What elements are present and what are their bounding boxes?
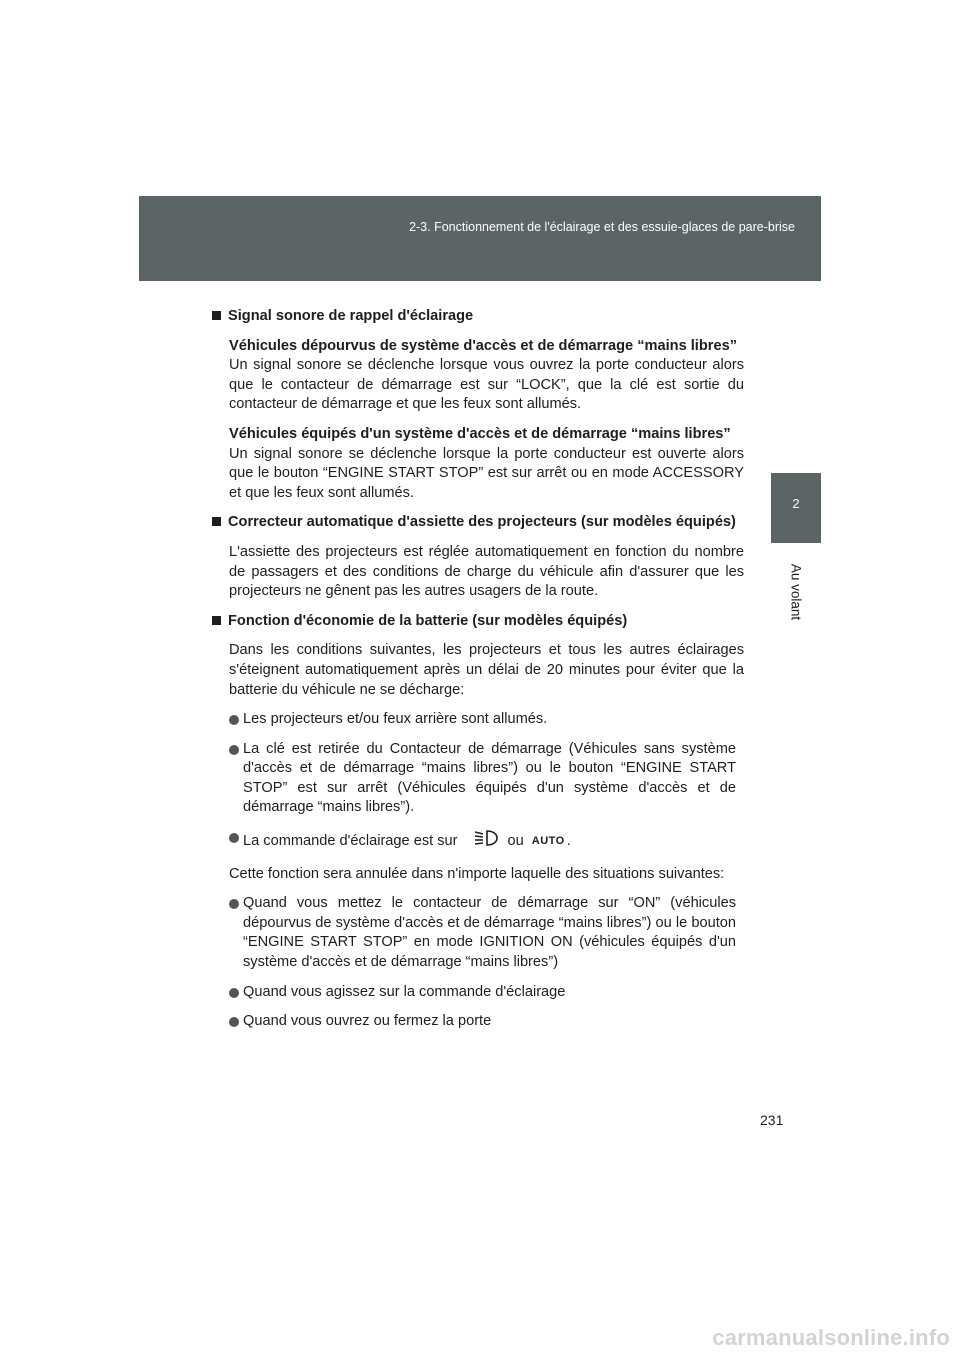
list-item-text-end: . xyxy=(566,833,571,850)
chapter-label-text: Au volant xyxy=(788,563,804,621)
square-bullet-icon xyxy=(212,616,221,625)
paragraph: Cette fonction sera annulée dans n'importe laquelle des situations suivantes: xyxy=(229,865,725,882)
round-bullet-icon xyxy=(229,988,239,998)
round-bullet-icon xyxy=(229,1017,239,1027)
list-item xyxy=(212,983,744,1003)
list-item-text: Les projecteurs et/ou feux arrière sont allumés. xyxy=(243,711,548,728)
square-bullet-icon xyxy=(212,517,221,526)
section-title xyxy=(212,513,744,533)
paragraph: Un signal sonore se déclenche lorsque vous ouvrez la porte conducteur alors que le contacteur de démarrage est sur “LOCK”, que la clé est sortie du contacteur de démarrage et que les feux sont allumés. xyxy=(229,357,744,413)
list-item-text: La clé est retirée du Contacteur de démarrage (Véhicules sans système d'accès et de démarrage “mains libres”) ou le bouton “ENGINE START STOP” est sur arrêt (Véhicules équipés d'un système d'accès et de démarrage “mains libres”). xyxy=(243,740,736,816)
breadcrumb: 2-3. Fonctionnement de l'éclairage et des essuie-glaces de pare-brise xyxy=(409,220,795,234)
list-item-text-start: La commande d'éclairage est sur xyxy=(243,833,458,850)
header-band xyxy=(139,196,821,281)
paragraph: L'assiette des projecteurs est réglée automatiquement en fonction du nombre de passagers et des conditions de charge du véhicule afin d'assurer que les projecteurs ne gênent pas les autres usagers de la route. xyxy=(229,543,744,600)
list-item-text xyxy=(243,828,744,855)
list-item-text: Quand vous ouvrez ou fermez la porte xyxy=(243,1013,492,1030)
list-item xyxy=(212,828,744,855)
list-item-text: Quand vous agissez sur la commande d'éclairage xyxy=(243,983,566,1000)
page-number: 231 xyxy=(760,1112,784,1128)
section-title xyxy=(212,307,744,327)
paragraph: Dans les conditions suivantes, les projecteurs et tous les autres éclairages s'éteignent automatiquement après un délai de 20 minutes pour éviter que la batterie du véhicule ne se décharge: xyxy=(229,642,744,698)
round-bullet-icon xyxy=(229,715,239,725)
square-bullet-icon xyxy=(212,311,221,320)
list-item-text-or: ou xyxy=(507,833,524,850)
list-item xyxy=(212,710,744,730)
subsection-title: Véhicules dépourvus de système d'accès et de démarrage “mains libres” xyxy=(229,337,737,354)
section-title-text: Fonction d'économie de la batterie (sur modèles équipés) xyxy=(228,612,628,629)
round-bullet-icon xyxy=(229,899,239,909)
chapter-tab xyxy=(771,473,821,543)
page-content xyxy=(212,307,744,1042)
section-title xyxy=(212,612,744,632)
list-item xyxy=(212,740,744,818)
auto-label: AUTO xyxy=(531,834,565,847)
chapter-number: 2 xyxy=(792,496,800,511)
list-item xyxy=(212,1012,744,1032)
round-bullet-icon xyxy=(229,833,239,843)
headlight-icon xyxy=(472,828,502,855)
list-item xyxy=(212,894,744,972)
section-title-text: Correcteur automatique d'assiette des projecteurs (sur modèles équipés) xyxy=(228,514,736,531)
watermark: carmanualsonline.info xyxy=(712,1325,950,1350)
section-title-text: Signal sonore de rappel d'éclairage xyxy=(228,308,474,324)
subsection-title: Véhicules équipés d'un système d'accès et de démarrage “mains libres” xyxy=(229,425,731,442)
paragraph: Un signal sonore se déclenche lorsque la porte conducteur est ouverte alors que le bouton “ENGINE START STOP” est sur arrêt ou en mode ACCESSORY et que les feux sont allumés. xyxy=(229,445,744,501)
round-bullet-icon xyxy=(229,745,239,755)
chapter-label xyxy=(782,550,810,634)
list-item-text: Quand vous mettez le contacteur de démarrage sur “ON” (véhicules dépourvus de système d'accès et de démarrage “mains libres”) ou le bouton “ENGINE START STOP” en mode IGNITION ON (véhicules équipés d'un système d'accès et de démarrage “mains libres”) xyxy=(243,895,736,971)
